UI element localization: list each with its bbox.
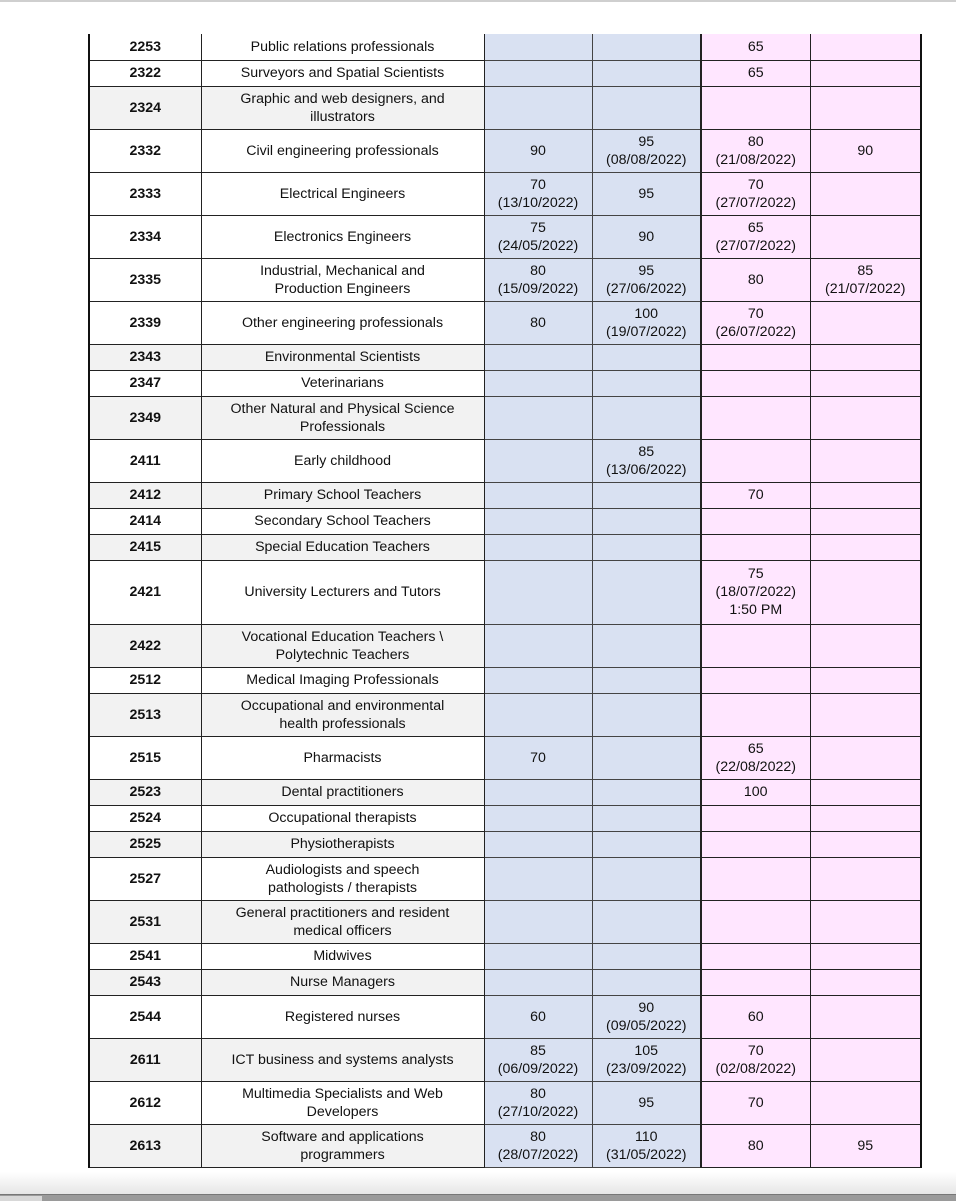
invitation-score-cell-3: 70	[701, 1081, 810, 1124]
invitation-score-cell-3: 70 (27/07/2022)	[701, 172, 810, 215]
invitation-score-cell-4	[810, 1081, 921, 1124]
table-row	[89, 693, 921, 736]
occupation-name-cell: Multimedia Specialists and Web Developers	[201, 1081, 484, 1124]
anzsco-code-cell: 2334	[89, 215, 201, 258]
occupation-invitation-table-container	[88, 34, 920, 1168]
invitation-score-cell-1	[484, 482, 592, 508]
table-row	[89, 482, 921, 508]
anzsco-code-cell: 2349	[89, 396, 201, 439]
table-row	[89, 172, 921, 215]
table-row	[89, 60, 921, 86]
occupation-name-cell: Other Natural and Physical Science Professionals	[201, 396, 484, 439]
anzsco-code-cell: 2515	[89, 736, 201, 779]
invitation-score-cell-4	[810, 60, 921, 86]
anzsco-code-cell: 2414	[89, 508, 201, 534]
invitation-score-cell-3: 70 (26/07/2022)	[701, 301, 810, 344]
invitation-score-cell-2	[592, 736, 701, 779]
occupation-name-cell: University Lecturers and Tutors	[201, 560, 484, 624]
invitation-score-cell-3: 65 (22/08/2022)	[701, 736, 810, 779]
invitation-score-cell-4	[810, 900, 921, 943]
table-row	[89, 943, 921, 969]
invitation-score-cell-3	[701, 831, 810, 857]
invitation-score-cell-2	[592, 900, 701, 943]
invitation-score-cell-1	[484, 370, 592, 396]
anzsco-code-cell: 2531	[89, 900, 201, 943]
anzsco-code-cell: 2333	[89, 172, 201, 215]
invitation-score-cell-3	[701, 624, 810, 667]
invitation-score-cell-3	[701, 396, 810, 439]
occupation-name-cell: Secondary School Teachers	[201, 508, 484, 534]
invitation-score-cell-4	[810, 624, 921, 667]
invitation-score-cell-1: 60	[484, 995, 592, 1038]
anzsco-code-cell: 2339	[89, 301, 201, 344]
anzsco-code-cell: 2411	[89, 439, 201, 482]
table-row	[89, 370, 921, 396]
occupation-name-cell: Primary School Teachers	[201, 482, 484, 508]
occupation-name-cell: Electrical Engineers	[201, 172, 484, 215]
invitation-score-cell-3: 70 (02/08/2022)	[701, 1038, 810, 1081]
table-row	[89, 215, 921, 258]
invitation-score-cell-3: 60	[701, 995, 810, 1038]
table-row	[89, 1038, 921, 1081]
invitation-score-cell-2	[592, 482, 701, 508]
invitation-score-cell-3: 100	[701, 779, 810, 805]
invitation-score-cell-2	[592, 667, 701, 693]
invitation-score-cell-2	[592, 969, 701, 995]
invitation-score-cell-4	[810, 482, 921, 508]
viewer-top-edge	[0, 0, 956, 2]
invitation-score-cell-4	[810, 693, 921, 736]
occupation-name-cell: Vocational Education Teachers \ Polytechnic Teachers	[201, 624, 484, 667]
anzsco-code-cell: 2421	[89, 560, 201, 624]
invitation-score-cell-4	[810, 34, 921, 60]
invitation-score-cell-2: 105 (23/09/2022)	[592, 1038, 701, 1081]
invitation-score-cell-2	[592, 344, 701, 370]
invitation-score-cell-4	[810, 396, 921, 439]
anzsco-code-cell: 2512	[89, 667, 201, 693]
invitation-score-cell-4	[810, 439, 921, 482]
invitation-score-cell-3	[701, 370, 810, 396]
page-bottom-shadow	[0, 1172, 956, 1194]
anzsco-code-cell: 2343	[89, 344, 201, 370]
invitation-score-cell-1	[484, 667, 592, 693]
occupation-name-cell: ICT business and systems analysts	[201, 1038, 484, 1081]
invitation-score-cell-1	[484, 805, 592, 831]
invitation-score-cell-4	[810, 736, 921, 779]
occupation-name-cell: Audiologists and speech pathologists / therapists	[201, 857, 484, 900]
invitation-score-cell-3	[701, 439, 810, 482]
invitation-score-cell-1: 75 (24/05/2022)	[484, 215, 592, 258]
invitation-score-cell-4	[810, 943, 921, 969]
invitation-score-cell-3	[701, 805, 810, 831]
invitation-score-cell-1	[484, 900, 592, 943]
invitation-score-cell-1	[484, 344, 592, 370]
anzsco-code-cell: 2541	[89, 943, 201, 969]
invitation-score-cell-3	[701, 344, 810, 370]
invitation-score-cell-1	[484, 693, 592, 736]
invitation-score-cell-2	[592, 534, 701, 560]
invitation-score-cell-1	[484, 534, 592, 560]
scrollbar-thumb[interactable]	[0, 1196, 42, 1201]
invitation-score-cell-4: 90	[810, 129, 921, 172]
invitation-score-cell-4	[810, 344, 921, 370]
occupation-name-cell: Occupational and environmental health professionals	[201, 693, 484, 736]
table-row	[89, 624, 921, 667]
invitation-score-cell-2: 90 (09/05/2022)	[592, 995, 701, 1038]
invitation-score-cell-2	[592, 370, 701, 396]
invitation-score-cell-3: 65 (27/07/2022)	[701, 215, 810, 258]
invitation-score-cell-4	[810, 995, 921, 1038]
invitation-score-cell-4	[810, 370, 921, 396]
table-row	[89, 1081, 921, 1124]
invitation-score-cell-3	[701, 969, 810, 995]
table-body	[89, 34, 921, 1167]
invitation-score-cell-1	[484, 60, 592, 86]
invitation-score-cell-1	[484, 34, 592, 60]
invitation-score-cell-2	[592, 831, 701, 857]
invitation-score-cell-1: 70	[484, 736, 592, 779]
table-row	[89, 86, 921, 129]
occupation-name-cell: Environmental Scientists	[201, 344, 484, 370]
invitation-score-cell-3: 65	[701, 34, 810, 60]
invitation-score-cell-4	[810, 215, 921, 258]
table-row	[89, 344, 921, 370]
invitation-score-cell-4	[810, 534, 921, 560]
anzsco-code-cell: 2523	[89, 779, 201, 805]
invitation-score-cell-4	[810, 857, 921, 900]
table-row	[89, 508, 921, 534]
table-row	[89, 129, 921, 172]
invitation-score-cell-1	[484, 857, 592, 900]
invitation-score-cell-2: 95	[592, 172, 701, 215]
invitation-score-cell-2	[592, 805, 701, 831]
invitation-score-cell-4	[810, 1038, 921, 1081]
occupation-invitation-table	[88, 34, 922, 1168]
invitation-score-cell-3	[701, 508, 810, 534]
anzsco-code-cell: 2612	[89, 1081, 201, 1124]
occupation-name-cell: Public relations professionals	[201, 34, 484, 60]
occupation-name-cell: Veterinarians	[201, 370, 484, 396]
invitation-score-cell-1	[484, 508, 592, 534]
invitation-score-cell-2: 110 (31/05/2022)	[592, 1124, 701, 1167]
anzsco-code-cell: 2324	[89, 86, 201, 129]
table-row	[89, 805, 921, 831]
table-row	[89, 439, 921, 482]
invitation-score-cell-3	[701, 943, 810, 969]
invitation-score-cell-1: 80 (28/07/2022)	[484, 1124, 592, 1167]
table-row	[89, 857, 921, 900]
invitation-score-cell-2: 95	[592, 1081, 701, 1124]
table-row	[89, 995, 921, 1038]
invitation-score-cell-1: 80 (15/09/2022)	[484, 258, 592, 301]
anzsco-code-cell: 2415	[89, 534, 201, 560]
occupation-name-cell: Other engineering professionals	[201, 301, 484, 344]
invitation-score-cell-1	[484, 560, 592, 624]
invitation-score-cell-2: 95 (27/06/2022)	[592, 258, 701, 301]
anzsco-code-cell: 2613	[89, 1124, 201, 1167]
invitation-score-cell-3: 70	[701, 482, 810, 508]
invitation-score-cell-2	[592, 60, 701, 86]
invitation-score-cell-2	[592, 943, 701, 969]
invitation-score-cell-4	[810, 831, 921, 857]
table-row	[89, 258, 921, 301]
invitation-score-cell-1	[484, 969, 592, 995]
invitation-score-cell-2	[592, 693, 701, 736]
anzsco-code-cell: 2524	[89, 805, 201, 831]
anzsco-code-cell: 2611	[89, 1038, 201, 1081]
invitation-score-cell-1: 90	[484, 129, 592, 172]
invitation-score-cell-2	[592, 396, 701, 439]
invitation-score-cell-4	[810, 301, 921, 344]
occupation-name-cell: Dental practitioners	[201, 779, 484, 805]
invitation-score-cell-2: 95 (08/08/2022)	[592, 129, 701, 172]
anzsco-code-cell: 2527	[89, 857, 201, 900]
occupation-name-cell: Pharmacists	[201, 736, 484, 779]
invitation-score-cell-2	[592, 560, 701, 624]
invitation-score-cell-1	[484, 439, 592, 482]
occupation-name-cell: Midwives	[201, 943, 484, 969]
invitation-score-cell-3	[701, 534, 810, 560]
anzsco-code-cell: 2513	[89, 693, 201, 736]
invitation-score-cell-1: 80	[484, 301, 592, 344]
occupation-name-cell: Physiotherapists	[201, 831, 484, 857]
occupation-name-cell: Nurse Managers	[201, 969, 484, 995]
invitation-score-cell-4	[810, 667, 921, 693]
table-row	[89, 534, 921, 560]
invitation-score-cell-3: 80	[701, 258, 810, 301]
invitation-score-cell-3: 80 (21/08/2022)	[701, 129, 810, 172]
invitation-score-cell-1	[484, 943, 592, 969]
occupation-name-cell: Software and applications programmers	[201, 1124, 484, 1167]
invitation-score-cell-1	[484, 624, 592, 667]
table-row	[89, 667, 921, 693]
table-row	[89, 900, 921, 943]
anzsco-code-cell: 2347	[89, 370, 201, 396]
invitation-score-cell-3	[701, 667, 810, 693]
occupation-name-cell: Electronics Engineers	[201, 215, 484, 258]
anzsco-code-cell: 2322	[89, 60, 201, 86]
occupation-name-cell: Surveyors and Spatial Scientists	[201, 60, 484, 86]
invitation-score-cell-1: 70 (13/10/2022)	[484, 172, 592, 215]
anzsco-code-cell: 2544	[89, 995, 201, 1038]
invitation-score-cell-3: 80	[701, 1124, 810, 1167]
invitation-score-cell-1	[484, 831, 592, 857]
invitation-score-cell-3: 65	[701, 60, 810, 86]
invitation-score-cell-4	[810, 779, 921, 805]
invitation-score-cell-2: 85 (13/06/2022)	[592, 439, 701, 482]
invitation-score-cell-1: 85 (06/09/2022)	[484, 1038, 592, 1081]
table-row	[89, 560, 921, 624]
table-row	[89, 779, 921, 805]
invitation-score-cell-4: 85 (21/07/2022)	[810, 258, 921, 301]
invitation-score-cell-2	[592, 508, 701, 534]
invitation-score-cell-1	[484, 86, 592, 129]
anzsco-code-cell: 2335	[89, 258, 201, 301]
invitation-score-cell-4	[810, 805, 921, 831]
invitation-score-cell-4	[810, 86, 921, 129]
anzsco-code-cell: 2543	[89, 969, 201, 995]
invitation-score-cell-2: 90	[592, 215, 701, 258]
anzsco-code-cell: 2412	[89, 482, 201, 508]
invitation-score-cell-2	[592, 34, 701, 60]
table-row	[89, 301, 921, 344]
anzsco-code-cell: 2332	[89, 129, 201, 172]
invitation-score-cell-2	[592, 624, 701, 667]
table-row	[89, 396, 921, 439]
invitation-score-cell-3	[701, 693, 810, 736]
occupation-name-cell: Industrial, Mechanical and Production Engineers	[201, 258, 484, 301]
invitation-score-cell-1	[484, 396, 592, 439]
invitation-score-cell-2	[592, 857, 701, 900]
invitation-score-cell-3	[701, 86, 810, 129]
invitation-score-cell-3	[701, 900, 810, 943]
invitation-score-cell-4	[810, 172, 921, 215]
invitation-score-cell-4	[810, 508, 921, 534]
invitation-score-cell-2	[592, 779, 701, 805]
invitation-score-cell-4	[810, 560, 921, 624]
occupation-name-cell: Civil engineering professionals	[201, 129, 484, 172]
invitation-score-cell-1	[484, 779, 592, 805]
occupation-name-cell: General practitioners and resident medical officers	[201, 900, 484, 943]
invitation-score-cell-2	[592, 86, 701, 129]
invitation-score-cell-4: 95	[810, 1124, 921, 1167]
occupation-name-cell: Early childhood	[201, 439, 484, 482]
occupation-name-cell: Occupational therapists	[201, 805, 484, 831]
table-row	[89, 736, 921, 779]
anzsco-code-cell: 2525	[89, 831, 201, 857]
anzsco-code-cell: 2422	[89, 624, 201, 667]
occupation-name-cell: Graphic and web designers, and illustrators	[201, 86, 484, 129]
invitation-score-cell-3: 75 (18/07/2022) 1:50 PM	[701, 560, 810, 624]
invitation-score-cell-3	[701, 857, 810, 900]
table-row	[89, 1124, 921, 1167]
occupation-name-cell: Special Education Teachers	[201, 534, 484, 560]
occupation-name-cell: Medical Imaging Professionals	[201, 667, 484, 693]
occupation-name-cell: Registered nurses	[201, 995, 484, 1038]
table-row	[89, 34, 921, 60]
invitation-score-cell-4	[810, 969, 921, 995]
invitation-score-cell-2: 100 (19/07/2022)	[592, 301, 701, 344]
anzsco-code-cell: 2253	[89, 34, 201, 60]
invitation-score-cell-1: 80 (27/10/2022)	[484, 1081, 592, 1124]
table-row	[89, 831, 921, 857]
table-row	[89, 969, 921, 995]
